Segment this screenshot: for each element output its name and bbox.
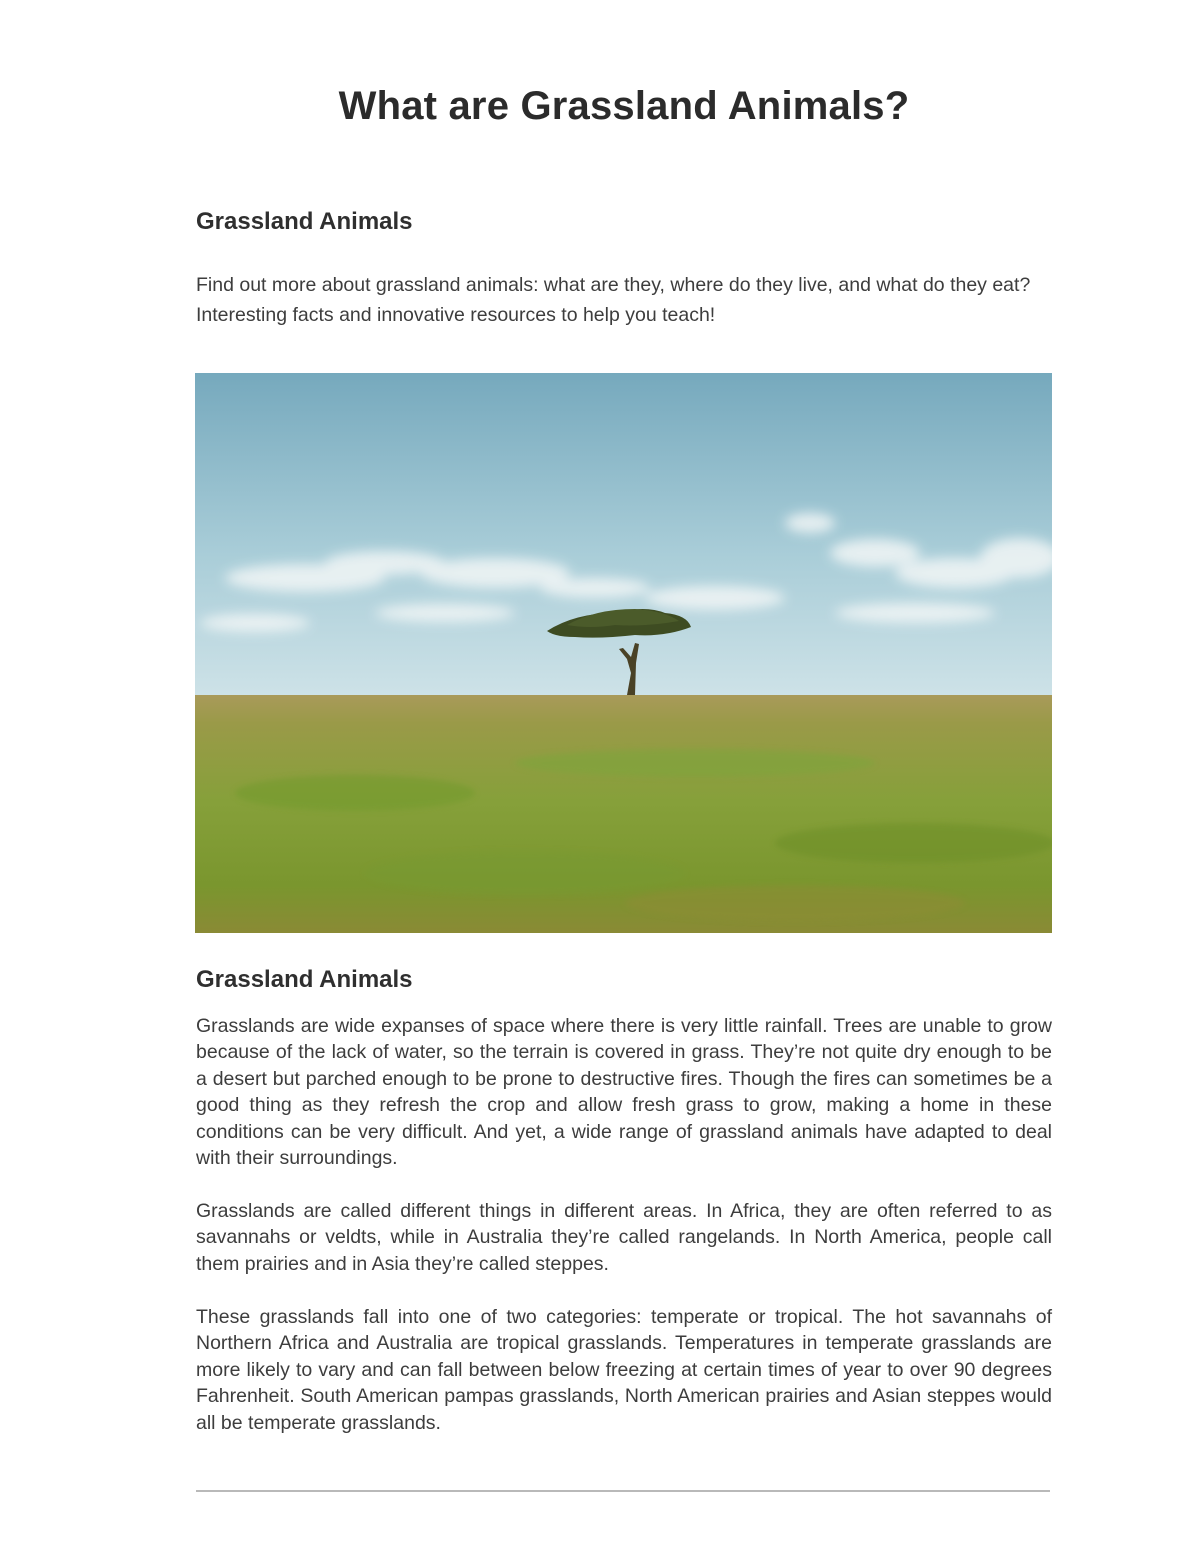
intro-heading: Grassland Animals (196, 208, 413, 235)
paragraph-1: Grasslands are wide expanses of space where there is very little rainfall. Trees are unable to grow because of the lack of water, so the terrain is covered in grass. They’re not quite dry enough to be a desert but parched enough to be prone to destructive fires. Though the fires can sometimes be a good thing as they refresh the crop and allow fresh grass to grow, making a home in these conditions can be very difficult. And yet, a wide range of grassland animals have adapted to deal with their surroundings. (196, 1015, 1052, 1170)
page-title: What are Grassland Animals? (338, 84, 910, 128)
paragraph-2: Grasslands are called different things in different areas. In Africa, they are often referred to as savannahs or veldts, while in Australia they’re called rangelands. In North America, people call them prairies and in Asia they’re called steppes. (196, 1200, 1052, 1275)
main-heading: Grassland Animals (196, 966, 413, 993)
grassland-photo (195, 373, 1052, 933)
paragraph-3: These grasslands fall into one of two categories: temperate or tropical. The hot savannahs of Northern Africa and Australia are tropical grasslands. Temperatures in temperate grasslands are more likely to vary and can fall between below freezing at certain times of year to over 90 degrees Fahrenheit. South American pampas grasslands, North American prairies and Asian steppes would all be temperate grasslands. (196, 1306, 1052, 1434)
intro-text: Find out more about grassland animals: what are they, where do they live, and what do they eat? Interesting facts and innovative resources to help you teach! (196, 274, 1031, 326)
divider (196, 1490, 1050, 1492)
